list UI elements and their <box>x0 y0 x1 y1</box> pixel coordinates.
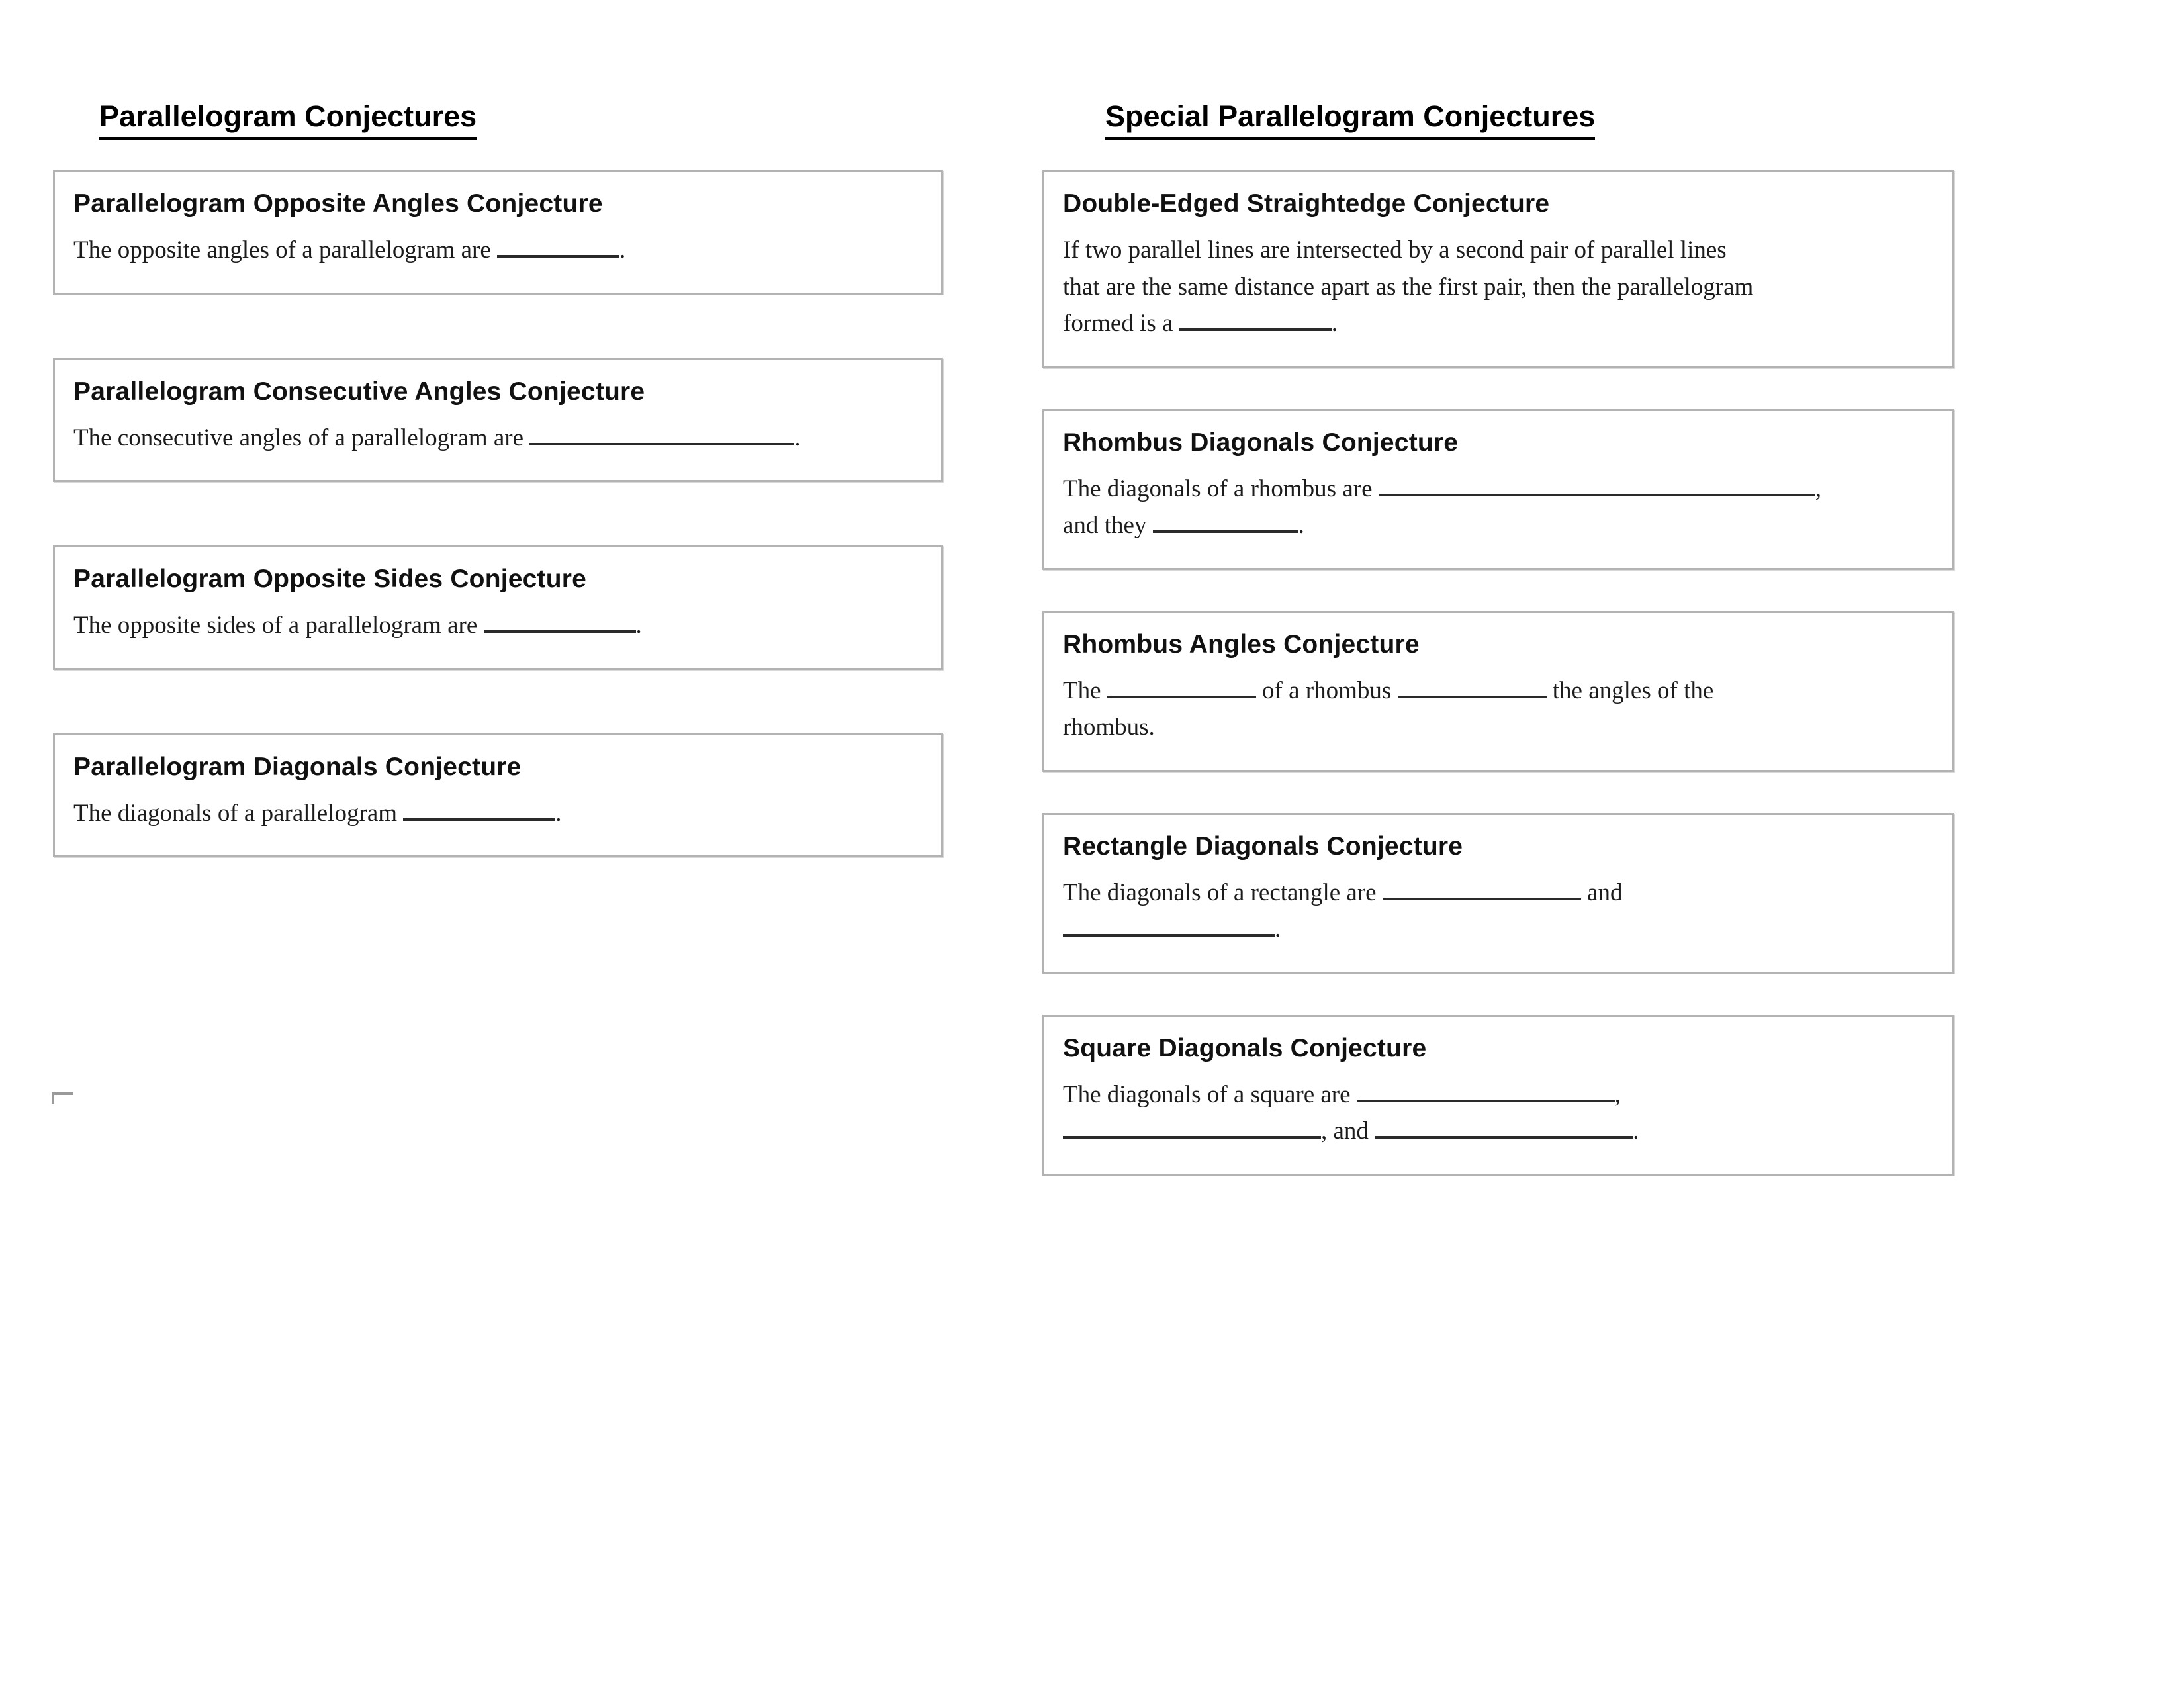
conjecture-body <box>73 607 921 644</box>
body-text: The diagonals of a parallelogram <box>73 799 404 827</box>
answer-blank <box>1398 676 1547 698</box>
body-text: and they <box>1063 512 1153 539</box>
conjecture-title: Parallelogram Opposite Sides Conjecture <box>73 565 587 593</box>
conjecture-body <box>1063 874 1933 948</box>
body-text: formed is a <box>1063 310 1179 337</box>
conjecture-body <box>1063 471 1933 544</box>
answer-blank <box>1063 914 1275 937</box>
section-heading-text: Special Parallelogram Conjectures <box>1105 99 1595 140</box>
conjecture-body <box>1063 232 1933 342</box>
answer-blank <box>1179 308 1332 331</box>
body-text: that are the same distance apart as the first pair, then the parallelogram <box>1063 273 1754 301</box>
body-text: . <box>794 424 801 451</box>
conjecture-body <box>1063 1076 1933 1150</box>
conjecture-title: Square Diagonals Conjecture <box>1063 1033 1427 1062</box>
conjecture-body <box>73 420 921 457</box>
answer-blank <box>1153 510 1298 533</box>
body-text: rhombus. <box>1063 714 1155 741</box>
answer-blank <box>1375 1116 1633 1139</box>
conjecture-title: Rhombus Angles Conjecture <box>1063 630 1420 659</box>
conjecture-box <box>53 358 943 483</box>
body-text: The <box>1063 677 1107 704</box>
conjecture-box <box>1042 611 1954 772</box>
body-text: . <box>635 612 642 639</box>
column-special-parallelogram-conjectures <box>1042 99 1954 1217</box>
answer-blank <box>1383 878 1581 900</box>
conjecture-body <box>1063 673 1933 746</box>
body-text: the angles of the <box>1546 677 1714 704</box>
section-heading <box>99 99 943 134</box>
conjecture-box <box>53 170 943 295</box>
conjecture-title: Double-Edged Straightedge Conjecture <box>1063 189 1550 218</box>
answer-blank <box>1357 1080 1615 1102</box>
conjecture-box <box>1042 409 1954 570</box>
body-text: The consecutive angles of a parallelogram are <box>73 424 530 451</box>
body-text: . <box>555 799 562 827</box>
body-text: The diagonals of a rhombus are <box>1063 475 1379 502</box>
conjecture-title: Rectangle Diagonals Conjecture <box>1063 831 1463 861</box>
answer-blank <box>1379 474 1815 496</box>
body-text: The opposite sides of a parallelogram are <box>73 612 484 639</box>
scan-artifact-corner <box>52 1092 73 1104</box>
answer-blank <box>1063 1116 1321 1139</box>
body-text: , <box>1614 1080 1621 1108</box>
answer-blank <box>497 235 619 258</box>
conjecture-box <box>1042 170 1954 368</box>
conjecture-body <box>73 795 921 832</box>
conjecture-box <box>1042 813 1954 974</box>
conjecture-box <box>53 733 943 858</box>
column-parallelogram-conjectures <box>53 99 943 921</box>
body-text: The diagonals of a square are <box>1063 1080 1357 1108</box>
conjecture-title: Parallelogram Consecutive Angles Conjecture <box>73 377 645 406</box>
conjecture-box <box>1042 1015 1954 1176</box>
answer-blank <box>1107 676 1256 698</box>
answer-blank <box>529 423 794 445</box>
conjecture-title: Parallelogram Opposite Angles Conjecture <box>73 189 603 218</box>
body-text: . <box>1633 1117 1639 1145</box>
answer-blank <box>484 610 636 633</box>
section-heading <box>1105 99 1954 134</box>
conjecture-body <box>73 232 921 269</box>
body-text: . <box>1275 915 1281 943</box>
conjecture-box <box>53 545 943 670</box>
body-text: , <box>1815 475 1821 502</box>
body-text: If two parallel lines are intersected by a second pair of parallel lines <box>1063 236 1727 263</box>
body-text: The diagonals of a rectangle are <box>1063 878 1383 906</box>
conjecture-title: Parallelogram Diagonals Conjecture <box>73 752 522 781</box>
body-text: of a rhombus <box>1255 677 1398 704</box>
section-heading-text: Parallelogram Conjectures <box>99 99 477 140</box>
body-text: . <box>1331 310 1338 337</box>
body-text: and <box>1580 878 1623 906</box>
body-text: . <box>619 236 626 263</box>
conjecture-title: Rhombus Diagonals Conjecture <box>1063 428 1459 457</box>
body-text: The opposite angles of a parallelogram are <box>73 236 498 263</box>
body-text: , and <box>1321 1117 1375 1145</box>
body-text: . <box>1298 512 1304 539</box>
answer-blank <box>403 798 555 821</box>
